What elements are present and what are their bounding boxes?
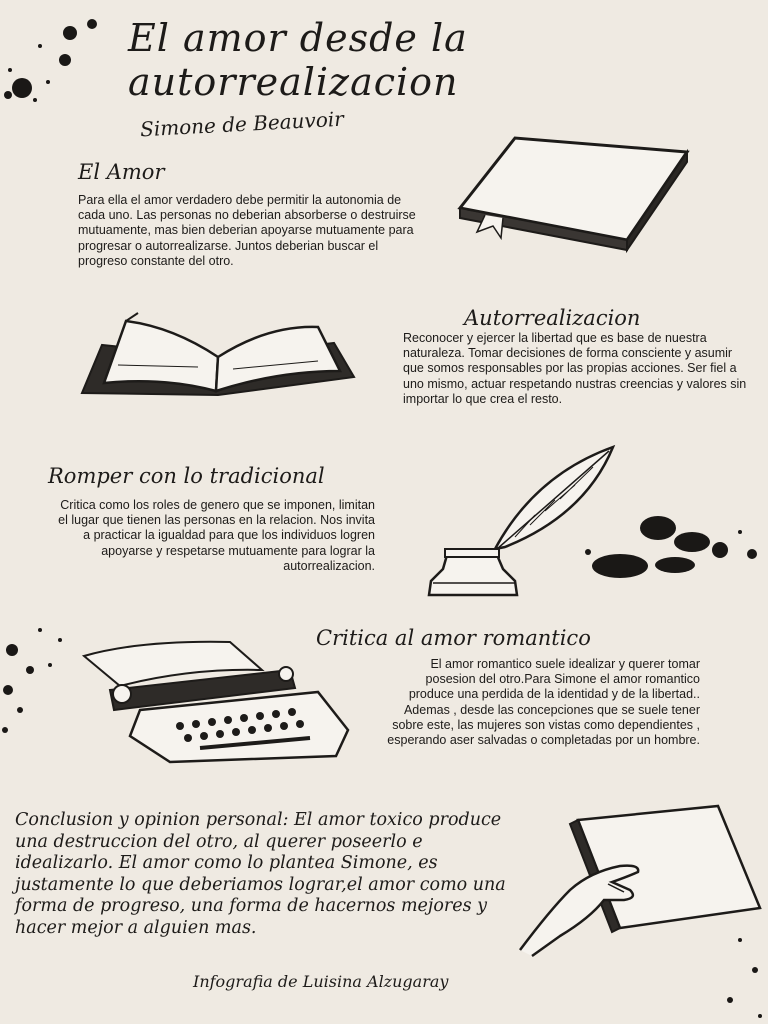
typewriter-icon — [80, 640, 355, 765]
section-text-romper: Critica como los roles de genero que se imponen, limitan el lugar que tienen las personas en la relacion. Nos invita a practicar la igualdad para que los individuos logren apoyarse y respetarse mutuamente para lograr la autorrealizacion. — [58, 498, 375, 573]
section-text-critica: El amor romantico suele idealizar y querer tomar posesion del otro.Para Simone el amor romantico produce una perdida de la identidad y de la libertad.. Ademas , desde las concepciones que se suele tener sobre este, las mujeres son vistas como dependientes , esperando aser salvadas o completadas por un hombre. — [387, 657, 700, 748]
section-text-autorrealizacion: Reconocer y ejercer la libertad que es base de nuestra naturaleza. Tomar decisiones de forma consciente y asumir que somos responsables por las propias acciones. Ser fiel a uno mismo, actuar respetando nustras creencias y valores sin importar lo que crea el resto. — [403, 331, 747, 406]
page-subtitle: Simone de Beauvoir — [139, 106, 345, 142]
section-heading-autorrealizacion: Autorrealizacion — [464, 306, 641, 330]
hand-holding-book-icon — [520, 800, 765, 960]
ink-splatter-icon — [0, 0, 120, 120]
open-book-icon — [78, 305, 358, 400]
section-text-amor: Para ella el amor verdadero debe permitir la autonomia de cada uno. Las personas no deberian absorberse o destruirse mutuamente, mas bien deberian apoyarse mutuamente para progresar o autorrealizarse. Juntos deberian buscar el progreso constante del otro. — [78, 193, 416, 268]
section-heading-romper: Romper con lo tradicional — [48, 464, 325, 488]
quill-inkwell-icon — [425, 445, 625, 605]
closed-book-icon — [455, 130, 695, 255]
page-title — [128, 16, 468, 104]
section-heading-critica: Critica al amor romantico — [316, 626, 591, 650]
section-heading-amor: El Amor — [78, 160, 165, 184]
page-title-line-1: El amor desde la — [128, 16, 468, 60]
page-title-line-2: autorrealizacion — [128, 60, 459, 104]
conclusion-text: Conclusion y opinion personal: El amor toxico produce una destruccion del otro, al querer poseerlo e idealizarlo. El amor como lo plantea Simone, es justamente lo que deberiamos lograr,el amor como una forma de progreso, una forma de hacernos mejores y hacer mejor a alguien mas. — [15, 810, 506, 938]
footer-credit: Infografia de Luisina Alzugaray — [193, 972, 449, 991]
ink-splatter-icon — [0, 600, 90, 750]
